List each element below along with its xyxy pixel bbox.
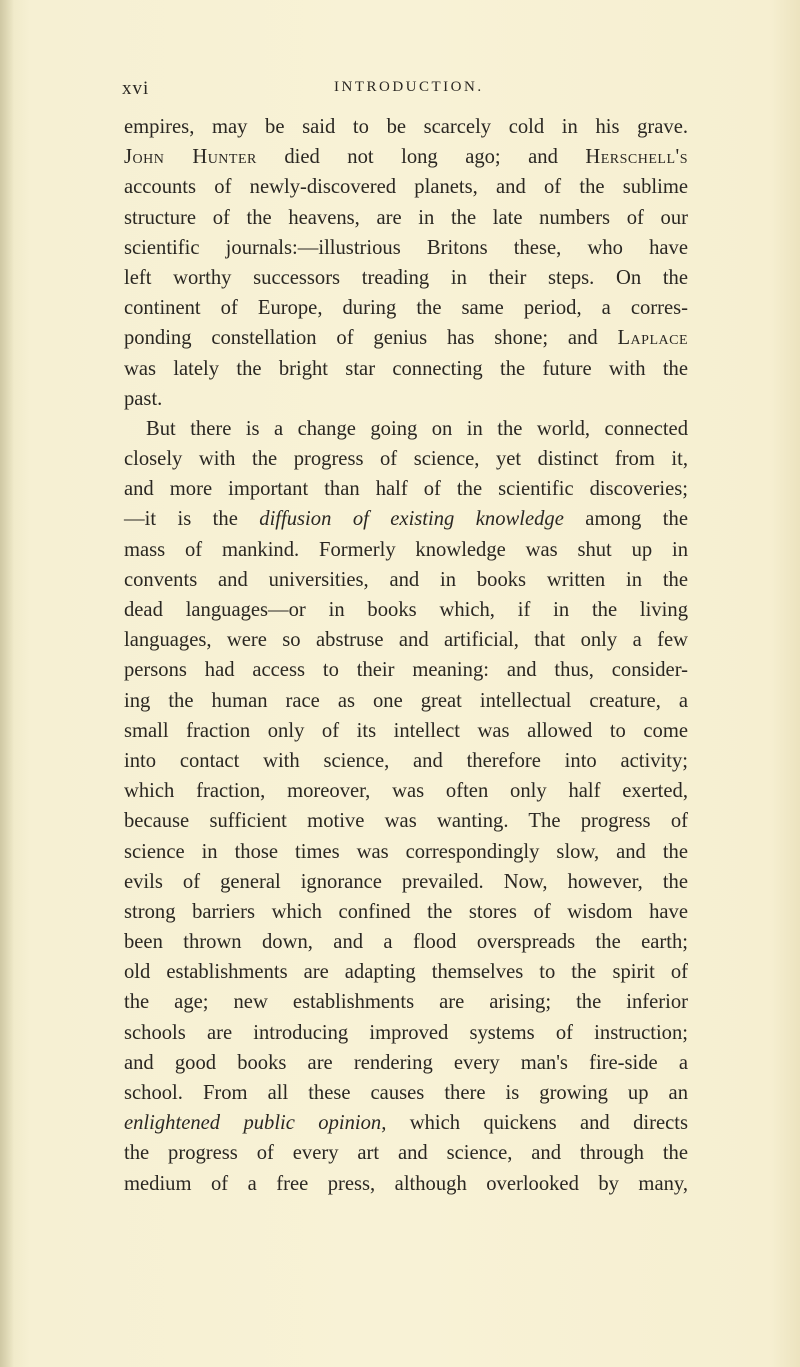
- text-line: scientific journals:—illustrious Britons these, who have: [124, 236, 688, 259]
- text-line: ponding constellation of genius has shone; and Laplace: [124, 327, 688, 350]
- text-line: strong barriers which confined the stores of wisdom have: [124, 900, 688, 923]
- text-line: evils of general ignorance prevailed. Now, however, the: [124, 870, 688, 893]
- text-line: mass of mankind. Formerly knowledge was shut up in: [124, 538, 688, 561]
- text-line: science in those times was correspondingly slow, and the: [124, 840, 688, 863]
- text-line: the progress of every art and science, and through the: [124, 1142, 688, 1165]
- body-text: [124, 112, 688, 1199]
- page-number: xvi: [122, 78, 150, 99]
- person-name: John Hunter: [124, 146, 257, 169]
- text-line: structure of the heavens, are in the late numbers of our: [124, 206, 688, 229]
- text-line: and good books are rendering every man's fire-side a: [124, 1051, 688, 1074]
- text-line: school. From all these causes there is growing up an: [124, 1082, 688, 1104]
- person-name: Herschell's: [585, 146, 689, 169]
- text-line: —it is the diffusion of existing knowledge among the: [124, 508, 688, 531]
- text-line: left worthy successors treading in their steps. On the: [124, 266, 688, 289]
- text-line: enlightened public opinion, which quickens and directs: [124, 1112, 688, 1135]
- text-line: because sufficient motive was wanting. The progress of: [124, 810, 688, 833]
- text-line: continent of Europe, during the same period, a corres-: [124, 297, 688, 320]
- emphasis: diffusion of existing knowledge: [259, 508, 564, 531]
- text-line: accounts of newly-discovered planets, and of the sublime: [124, 176, 688, 199]
- text-line: was lately the bright star connecting the future with the: [124, 357, 688, 380]
- text-line: convents and universities, and in books written in the: [124, 568, 688, 591]
- emphasis: enlightened public opinion,: [124, 1112, 387, 1135]
- text-line: the age; new establishments are arising; the inferior: [124, 991, 688, 1014]
- text-line: and more important than half of the scientific discoveries;: [124, 478, 688, 501]
- text-line: which fraction, moreover, was often only half exerted,: [124, 780, 688, 803]
- text-line: old establishments are adapting themselves to the spirit of: [124, 961, 688, 984]
- person-name: Laplace: [617, 327, 688, 350]
- text-line: been thrown down, and a flood overspreads the earth;: [124, 931, 688, 954]
- binding-shadow: [0, 0, 14, 1367]
- text-line: into contact with science, and therefore into activity;: [124, 749, 688, 772]
- text-line: ing the human race as one great intellectual creature, a: [124, 689, 688, 712]
- page-header: [122, 78, 682, 108]
- text-line: dead languages—or in books which, if in the living: [124, 599, 688, 621]
- text-line: small fraction only of its intellect was allowed to come: [124, 719, 688, 742]
- text-line: empires, may be said to be scarcely cold in his grave.: [124, 116, 688, 138]
- text-line: schools are introducing improved systems of instruction;: [124, 1021, 688, 1044]
- text-line: closely with the progress of science, yet distinct from it,: [124, 448, 688, 471]
- text-line: But there is a change going on in the world, connected: [146, 417, 688, 440]
- text-line: medium of a free press, although overlooked by many,: [124, 1172, 688, 1195]
- text-line: persons had access to their meaning: and thus, consider-: [124, 659, 688, 682]
- text-line: past.: [124, 387, 163, 410]
- text-line: languages, were so abstruse and artificial, that only a few: [124, 629, 688, 652]
- text-line: John Hunter died not long ago; and Herschell's: [124, 146, 689, 169]
- running-head: INTRODUCTION.: [334, 79, 484, 95]
